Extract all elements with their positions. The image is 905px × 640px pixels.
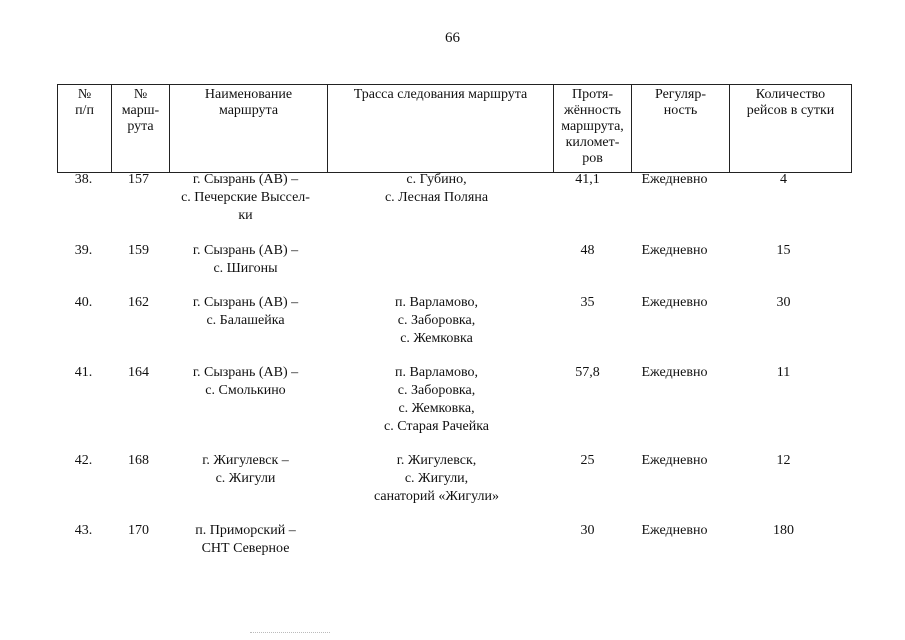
header-trips-per-day xyxy=(730,85,852,173)
header-text: жённость xyxy=(564,103,621,118)
route-path xyxy=(324,171,549,207)
route-length: 48 xyxy=(580,243,595,258)
route-path-line: с. Лесная Поляна xyxy=(384,190,489,205)
route-length: 57,8 xyxy=(575,365,600,380)
header-row xyxy=(58,85,852,173)
route-name-line: с. Печерские Выссел- xyxy=(181,190,310,205)
route-path-line: г. Жигулевск, xyxy=(396,453,477,468)
route-path-line: с. Губино, xyxy=(406,172,467,187)
route-name-line: г. Жигулевск – xyxy=(202,453,289,468)
route-name-line: п. Приморский – xyxy=(195,523,296,538)
header-text: ров xyxy=(582,151,603,166)
header-route-path xyxy=(328,85,554,173)
route-number: 170 xyxy=(128,523,149,538)
route-number: 164 xyxy=(128,365,149,380)
route-path-line: с. Жигули, xyxy=(404,471,469,486)
route-name-line: СНТ Северное xyxy=(201,541,290,556)
header-text: № xyxy=(77,87,92,102)
route-length: 41,1 xyxy=(575,172,600,187)
header-text: Наименование xyxy=(204,87,293,102)
scan-artifact xyxy=(250,632,330,633)
header-text: маршрута, xyxy=(561,119,624,134)
header-text: п/п xyxy=(75,103,94,118)
header-text: Трасса следования маршрута xyxy=(353,87,528,102)
trips-per-day: 4 xyxy=(780,172,787,187)
route-number: 157 xyxy=(128,172,149,187)
trips-per-day: 11 xyxy=(776,365,791,380)
route-path-line: с. Жемковка xyxy=(400,331,473,346)
route-length: 30 xyxy=(580,523,595,538)
header-text: Количество xyxy=(755,87,826,102)
route-number: 162 xyxy=(128,295,149,310)
route-name xyxy=(167,364,324,400)
route-path-line: с. Жемковка, xyxy=(398,401,475,416)
route-name-line: г. Сызрань (АВ) – xyxy=(192,365,299,380)
route-regularity: Ежедневно xyxy=(641,172,708,187)
header-text: рута xyxy=(127,119,154,134)
route-path xyxy=(324,364,549,436)
route-name-line: ки xyxy=(238,208,253,223)
route-name xyxy=(167,452,324,488)
header-text: Протя- xyxy=(572,87,613,102)
route-name-line: с. Балашейка xyxy=(206,313,285,328)
table-header xyxy=(57,84,852,173)
route-path-line: с. Заборовка, xyxy=(397,383,476,398)
header-route-number xyxy=(112,85,170,173)
trips-per-day: 12 xyxy=(776,453,791,468)
route-path xyxy=(324,452,549,506)
route-regularity: Ежедневно xyxy=(641,365,708,380)
header-number xyxy=(58,85,112,173)
route-path xyxy=(324,294,549,348)
trips-per-day: 180 xyxy=(773,523,794,538)
route-number: 159 xyxy=(128,243,149,258)
trips-per-day: 30 xyxy=(776,295,791,310)
row-number: 40. xyxy=(74,295,93,310)
route-name xyxy=(167,522,324,558)
header-text: ность xyxy=(663,103,698,118)
route-name xyxy=(167,294,324,330)
route-name xyxy=(167,171,324,225)
route-length: 35 xyxy=(580,295,595,310)
route-regularity: Ежедневно xyxy=(641,295,708,310)
route-path-line: п. Варламово, xyxy=(395,365,478,380)
row-number: 43. xyxy=(74,523,93,538)
route-name-line: с. Смолькино xyxy=(205,383,286,398)
row-number: 41. xyxy=(74,365,93,380)
route-regularity: Ежедневно xyxy=(641,453,708,468)
page-number: 66 xyxy=(445,30,460,46)
header-text: № xyxy=(133,87,148,102)
row-number: 42. xyxy=(74,453,93,468)
row-number: 38. xyxy=(74,172,93,187)
header-text: марш- xyxy=(121,103,160,118)
header-route-name xyxy=(170,85,328,173)
route-length: 25 xyxy=(580,453,595,468)
route-path-line: санаторий «Жигули» xyxy=(373,489,499,504)
header-regularity xyxy=(632,85,730,173)
route-number: 168 xyxy=(128,453,149,468)
route-name-line: г. Сызрань (АВ) – xyxy=(192,243,299,258)
route-name-line: с. Жигули xyxy=(215,471,276,486)
header-text: Регуляр- xyxy=(654,87,707,102)
header-length xyxy=(554,85,632,173)
route-regularity: Ежедневно xyxy=(641,243,708,258)
route-name xyxy=(167,242,324,278)
header-text: маршрута xyxy=(218,103,279,118)
header-text: рейсов в сутки xyxy=(746,103,835,118)
route-path-line: с. Старая Рачейка xyxy=(383,419,489,434)
route-name-line: с. Шигоны xyxy=(213,261,278,276)
header-text: километ- xyxy=(565,135,620,150)
route-regularity: Ежедневно xyxy=(641,523,708,538)
route-name-line: г. Сызрань (АВ) – xyxy=(192,295,299,310)
trips-per-day: 15 xyxy=(776,243,791,258)
row-number: 39. xyxy=(74,243,93,258)
route-path-line: с. Заборовка, xyxy=(397,313,476,328)
route-name-line: г. Сызрань (АВ) – xyxy=(192,172,299,187)
route-path-line: п. Варламово, xyxy=(395,295,478,310)
